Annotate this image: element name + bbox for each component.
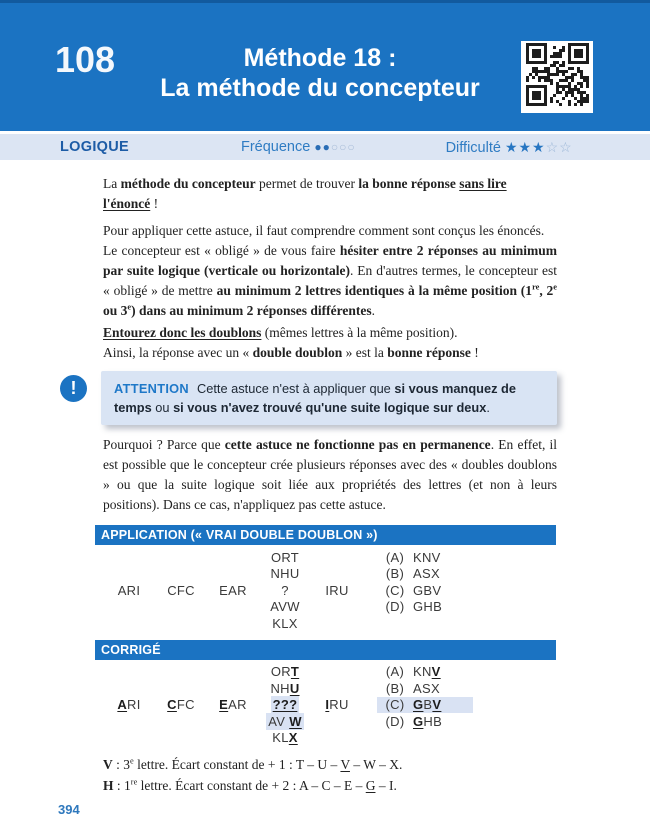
option-letter: (B)	[385, 680, 405, 696]
option-value: ASX	[413, 566, 440, 582]
option-letter: (D)	[385, 599, 405, 615]
qr-pattern	[526, 43, 589, 111]
frequency-dots-filled-icon: ●●	[314, 140, 331, 154]
puzzle-token: KLX	[272, 615, 298, 631]
puzzle-token: C FC	[167, 697, 195, 713]
puzzle-token: OR T	[270, 664, 300, 680]
puzzle-token: ORT	[270, 549, 300, 565]
page-title-line1: Méthode 18 :	[243, 44, 397, 72]
puzzle-token: A RI	[117, 697, 141, 713]
attention-box	[101, 371, 557, 425]
intro-paragraph-2: Pour appliquer cette astuce, il faut comprendre comment sont conçus les énoncés. Le concepteur est « obligé » de vous faire hésiter entre 2 réponses au minimum par suite logique (verticale ou horizontale). En d'autres termes, le concepteur est « obligé » de mettre au minimum 2 lettres identiques à la même position (1re, 2e ou 3e) dans au minimum 2 réponses différentes.	[103, 223, 558, 318]
puzzle-token: ARI	[117, 582, 141, 598]
solution-line-horizontal: H : 1re lettre. Écart constant de + 2 : A – C – E – G – I.	[103, 777, 397, 793]
lesson-number: 108	[54, 39, 116, 80]
puzzle-token: CFC	[167, 582, 195, 598]
option-value: G HB	[413, 713, 443, 729]
frequency-label: Fréquence	[240, 139, 315, 155]
puzzle-token: KL X	[272, 730, 298, 746]
solution-line-vertical: V : 3e lettre. Écart constant de + 1 : T – U – V – W – X.	[103, 756, 403, 772]
option-value: KN V	[413, 664, 441, 680]
application-section-header: APPLICATION (« VRAI DOUBLE DOUBLON »)	[95, 525, 556, 545]
puzzle-token: NH U	[270, 680, 300, 696]
category-label: LOGIQUE	[60, 139, 129, 155]
option-value-correct: G B V	[413, 697, 473, 714]
option-letter: (C)	[385, 582, 405, 598]
difficulty-label: Difficulté	[445, 139, 505, 156]
frequency-dots-empty-icon: ○○○	[330, 140, 356, 154]
option-letter: (B)	[385, 566, 405, 582]
option-value: GHB	[413, 599, 443, 615]
difficulty-stars-empty-icon: ☆☆	[545, 138, 573, 155]
page-title-line2: La méthode du concepteur	[160, 74, 480, 102]
attention-text: Cette astuce n'est à appliquer que si vous manquez de temps ou si vous n'avez trouvé qu'une suite logique sur deux.	[114, 381, 516, 415]
puzzle-token: EAR	[219, 582, 247, 598]
puzzle-token-unknown: ?	[281, 582, 289, 598]
puzzle-token: NHU	[270, 566, 300, 582]
exclamation-icon: !	[60, 375, 87, 402]
puzzle-token-unknown: ???	[272, 697, 298, 713]
option-value: GBV	[413, 582, 442, 598]
option-value: ASX	[413, 680, 440, 696]
puzzle-token: AV W	[268, 713, 302, 729]
page-number: 394	[58, 802, 80, 817]
intro-paragraph-3: Entourez donc les doublons (mêmes lettres à la même position). Ainsi, la réponse avec un « double doublon » est la bonne réponse !	[103, 325, 479, 360]
application-grid	[103, 549, 557, 632]
intro-paragraph-1: La méthode du concepteur permet de trouver la bonne réponse sans lire l'énoncé !	[103, 176, 507, 211]
corrige-grid	[103, 664, 557, 747]
puzzle-token: E AR	[219, 697, 247, 713]
attention-label: ATTENTION	[114, 381, 189, 396]
page-header	[0, 0, 650, 131]
difficulty-indicator	[446, 139, 573, 156]
why-paragraph: Pourquoi ? Parce que cette astuce ne fonctionne pas en permanence. En effet, il est possible que le concepteur crée plusieurs réponses avec des « doubles doublons » ou que la suite logique soit liée aux propriétés des lettres (et non à leurs positions). Dans ce cas, n'appliquez pas cette astuce.	[103, 437, 558, 512]
page-title	[130, 43, 510, 103]
difficulty-stars-filled-icon: ★★★	[504, 138, 546, 155]
meta-band	[0, 134, 650, 160]
option-value: KNV	[413, 549, 441, 565]
page-content	[0, 174, 650, 817]
option-letter: (D)	[385, 713, 405, 729]
option-letter-correct: (C)	[377, 697, 413, 714]
qr-code	[521, 41, 593, 113]
option-letter: (A)	[385, 664, 405, 680]
frequency-indicator	[241, 139, 356, 155]
option-letter: (A)	[385, 549, 405, 565]
solution-lines	[103, 754, 557, 796]
puzzle-token: IRU	[325, 582, 349, 598]
puzzle-token: AVW	[270, 599, 300, 615]
corrige-section-header: CORRIGÉ	[95, 640, 556, 660]
puzzle-token: I RU	[325, 697, 349, 713]
attention-callout	[70, 371, 557, 425]
